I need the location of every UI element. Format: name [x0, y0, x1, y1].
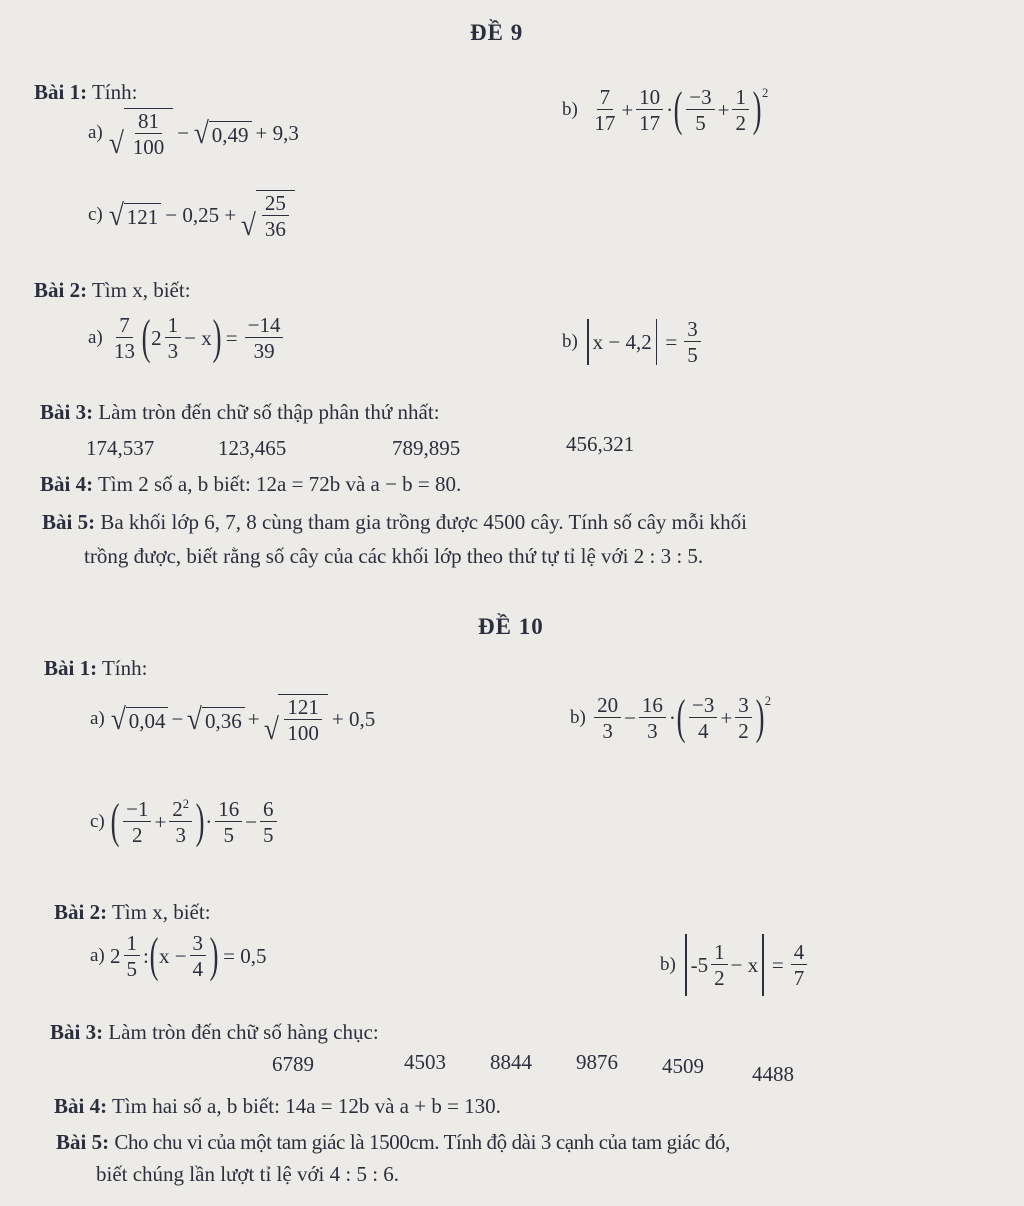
denominator: 3	[647, 719, 658, 744]
fraction	[111, 314, 138, 362]
de9-bai1-text: Tính:	[91, 80, 138, 104]
fraction	[215, 798, 242, 846]
numerator: 7	[597, 86, 614, 110]
numerator: 3	[190, 932, 207, 956]
math-token: +	[720, 705, 733, 730]
parenthesis: )	[209, 929, 219, 982]
de9-bai3-n4: 456,321	[566, 432, 635, 456]
square-root	[108, 197, 161, 232]
parenthesis: )	[212, 311, 222, 364]
de9-bai3-n3: 789,895	[392, 436, 461, 460]
math-token: =	[665, 329, 678, 354]
math-token: Làm tròn đến chữ số hàng chục:	[108, 1020, 379, 1044]
de9-bai3-n1: 174,537	[86, 436, 155, 460]
fraction	[732, 86, 749, 134]
math-token: + 0,5	[331, 706, 376, 731]
radical-sign: √	[241, 207, 257, 242]
fraction	[260, 798, 277, 846]
denominator: 3	[602, 719, 613, 744]
radical-sign: √	[263, 711, 279, 746]
math-token: +	[247, 706, 260, 731]
math-token: Tìm 2 số a, b biết: 12a = 72b và a − b = 80.	[97, 472, 462, 496]
math-token: a)	[88, 327, 103, 349]
math-token: :	[143, 943, 149, 968]
denominator: 100	[287, 721, 319, 746]
math-token: −	[174, 943, 187, 968]
de9-bai5	[42, 510, 747, 535]
label-c: c)	[88, 204, 103, 226]
math-token: ·	[666, 97, 674, 122]
parenthesis: (	[676, 691, 686, 744]
math-token: -5	[690, 952, 709, 977]
fraction	[791, 941, 808, 989]
math-token: −	[245, 809, 258, 834]
numerator	[169, 798, 192, 822]
exercise-label: Bài 1:	[44, 656, 98, 680]
radicand	[256, 190, 295, 240]
numerator: −3	[686, 86, 714, 110]
math-token: b)	[660, 954, 676, 975]
sqrt-049	[193, 115, 251, 150]
de10-bai3	[50, 1020, 379, 1045]
denominator: 2	[735, 111, 746, 136]
fraction	[735, 694, 752, 742]
math-token: Tìm x, biết:	[111, 900, 211, 924]
exercise-label: Bài 4:	[54, 1094, 108, 1118]
square-root	[263, 694, 328, 744]
de10-bai5-line2: biết chúng lần lượt tỉ lệ với 4 : 5 : 6.	[96, 1162, 400, 1186]
exercise-label: Bài 3:	[40, 400, 94, 424]
de9-bai1-label: Bài 1:	[34, 80, 88, 104]
de9-bai1a	[88, 108, 299, 158]
de9-bai2b	[562, 318, 704, 366]
square-root	[110, 701, 168, 736]
de9-bai2a	[88, 311, 286, 364]
de9-bai4	[40, 472, 461, 497]
absolute-value-bar	[762, 934, 764, 996]
parenthesis: (	[110, 795, 120, 848]
math-token: 2	[172, 797, 183, 822]
math-token: = 0,5	[223, 943, 267, 968]
square-root	[186, 701, 244, 736]
denominator: 100	[132, 135, 165, 160]
numerator: −1	[123, 798, 151, 822]
denominator: 2	[738, 719, 749, 744]
exponent: 2	[182, 797, 190, 812]
numerator: 3	[684, 318, 701, 342]
radical-sign: √	[110, 701, 126, 736]
radical-sign: √	[108, 125, 124, 160]
math-token: Cho chu vi của một tam giác là 1500cm. Tính độ dài 3 cạnh của tam giác đó,	[114, 1130, 730, 1154]
de10-bai2b	[660, 934, 810, 996]
de9-bai1	[34, 80, 137, 105]
radicand	[278, 694, 328, 744]
exponent: 2	[764, 694, 772, 708]
exercise-label: Bài 3:	[50, 1020, 104, 1044]
sqrt-81-100	[108, 108, 173, 158]
denominator: 4	[192, 957, 204, 982]
square-root	[240, 190, 295, 240]
math-token: ·	[668, 705, 676, 730]
math-token: +	[717, 97, 730, 122]
de10-bai1	[44, 656, 147, 681]
math-token: −	[171, 706, 184, 731]
parenthesis: (	[141, 311, 151, 364]
exercise-label: Bài 2:	[34, 278, 88, 302]
math-token: Ba khối lớp 6, 7, 8 cùng tham gia trồng được 4500 cây. Tính số cây mỗi khối	[100, 510, 747, 534]
denominator: 17	[594, 111, 616, 136]
numerator: 25	[262, 192, 289, 216]
de10-bai5	[56, 1130, 730, 1155]
fraction	[284, 696, 322, 744]
fraction	[190, 932, 207, 980]
numerator: 81	[135, 110, 162, 134]
de10-bai2	[54, 900, 211, 925]
denominator: 17	[639, 111, 661, 136]
math-token: 2	[110, 943, 121, 968]
math-token: −	[730, 952, 743, 977]
numerator: 10	[636, 86, 663, 110]
de9-title: ĐỀ 9	[470, 20, 524, 45]
denominator: 5	[687, 343, 698, 368]
fraction	[591, 86, 618, 134]
radical-sign: √	[187, 701, 203, 736]
denominator: 5	[126, 957, 138, 982]
exponent: 2	[762, 86, 769, 100]
math-token: 2	[151, 325, 162, 350]
radical-sign: √	[108, 197, 124, 232]
absolute-value-bar	[587, 319, 589, 365]
radicand: 0,36	[202, 707, 245, 734]
math-token: =	[225, 325, 238, 350]
absolute-value-bar	[656, 319, 658, 365]
denominator: 5	[695, 111, 706, 136]
de10-bai3-n2: 4503	[404, 1050, 446, 1074]
math-token: −	[177, 120, 190, 145]
math-token: a)	[90, 945, 105, 967]
denominator: 5	[223, 823, 234, 848]
math-token: c)	[90, 811, 105, 833]
numerator: 1	[124, 932, 141, 956]
fraction	[636, 86, 663, 134]
numerator: 6	[260, 798, 277, 822]
math-token: Tìm x, biết:	[91, 278, 191, 302]
fraction	[123, 798, 151, 846]
fraction	[684, 318, 701, 366]
de10-bai2a	[90, 929, 267, 982]
de9-bai3-n2: 123,465	[218, 436, 287, 460]
radicand: 0,04	[126, 707, 169, 734]
parenthesis: )	[755, 691, 765, 744]
fraction	[689, 694, 717, 742]
fraction	[711, 941, 728, 989]
math-token: x	[747, 952, 759, 977]
numerator: 1	[711, 941, 728, 965]
exercise-label: Bài 2:	[54, 900, 108, 924]
fraction	[124, 932, 141, 980]
denominator: 2	[714, 966, 725, 990]
de10-bai1a	[90, 694, 375, 744]
parenthesis: )	[195, 795, 205, 848]
exercise-label: Bài 5:	[42, 510, 96, 534]
numerator: 16	[639, 694, 666, 718]
fraction	[245, 314, 284, 362]
radicand: 121	[124, 203, 162, 230]
numerator: 3	[735, 694, 752, 718]
parenthesis: (	[149, 929, 159, 982]
denominator: 3	[175, 823, 186, 848]
numerator: 121	[284, 696, 322, 720]
math-token: b)	[570, 707, 586, 729]
math-token: b)	[562, 331, 578, 353]
de10-bai3-n3: 8844	[490, 1050, 532, 1074]
math-token: +	[621, 97, 634, 122]
de9-bai1b	[562, 83, 769, 136]
math-token: −	[624, 705, 636, 730]
numerator: 1	[165, 314, 182, 338]
denominator: 3	[167, 339, 179, 364]
numerator: −14	[245, 314, 284, 338]
de10-bai1b	[570, 691, 772, 744]
denominator: 7	[793, 966, 805, 990]
de10-bai3-n4: 9876	[576, 1050, 618, 1074]
fraction	[165, 314, 182, 362]
math-token: ·	[205, 809, 213, 834]
radicand	[124, 108, 174, 158]
de9-bai2	[34, 278, 191, 303]
math-token: Tính:	[101, 656, 148, 680]
parenthesis: (	[673, 83, 683, 136]
exercise-label: Bài 4:	[40, 472, 94, 496]
denominator: 36	[264, 217, 286, 242]
de10-bai1c	[90, 795, 280, 848]
de10-bai3-n1: 6789	[272, 1052, 314, 1076]
denominator: 2	[132, 823, 143, 848]
denominator: 4	[697, 719, 709, 744]
exercise-label: Bài 5:	[56, 1130, 110, 1154]
parenthesis: )	[752, 83, 762, 136]
math-token: +	[154, 809, 167, 834]
fraction	[130, 110, 168, 158]
fraction	[262, 192, 289, 240]
math-token: x − 4,2	[592, 329, 652, 354]
numerator: 4	[791, 941, 808, 965]
radicand: 0,49	[209, 121, 252, 148]
radical-sign: √	[193, 115, 209, 150]
math-token: −	[184, 325, 196, 350]
fraction	[639, 694, 666, 742]
de10-title: ĐỀ 10	[478, 614, 544, 639]
de9-bai3	[40, 400, 440, 425]
fraction	[686, 86, 714, 134]
numerator: 20	[594, 694, 621, 718]
numerator: −3	[689, 694, 717, 718]
label-b: b)	[562, 99, 578, 121]
de9-bai5-line2: trồng được, biết rằng số cây của các khối lớp theo thứ tự tỉ lệ với 2 : 3 : 5.	[84, 544, 704, 568]
label-a: a)	[88, 122, 103, 144]
math-token: x	[201, 325, 212, 350]
de10-bai4	[54, 1094, 501, 1119]
de10-bai3-n6: 4488	[752, 1062, 794, 1086]
denominator: 5	[263, 823, 274, 848]
math-token: =	[771, 952, 784, 977]
math-token: x	[158, 943, 170, 968]
denominator: 39	[253, 339, 275, 364]
denominator: 13	[114, 339, 136, 364]
math-token: Làm tròn đến chữ số thập phân thứ nhất:	[98, 400, 440, 424]
numerator: 7	[116, 314, 133, 338]
de9-bai1c	[88, 190, 295, 240]
numerator: 16	[215, 798, 242, 822]
fraction	[169, 798, 192, 846]
absolute-value-bar	[685, 934, 687, 996]
math-token: − 0,25 +	[165, 202, 237, 227]
math-token: a)	[90, 708, 105, 730]
math-token: + 9,3	[255, 120, 299, 145]
numerator: 1	[732, 86, 749, 110]
de10-bai3-n5: 4509	[662, 1054, 704, 1078]
fraction	[594, 694, 621, 742]
math-token: Tìm hai số a, b biết: 14a = 12b và a + b = 130.	[111, 1094, 501, 1118]
